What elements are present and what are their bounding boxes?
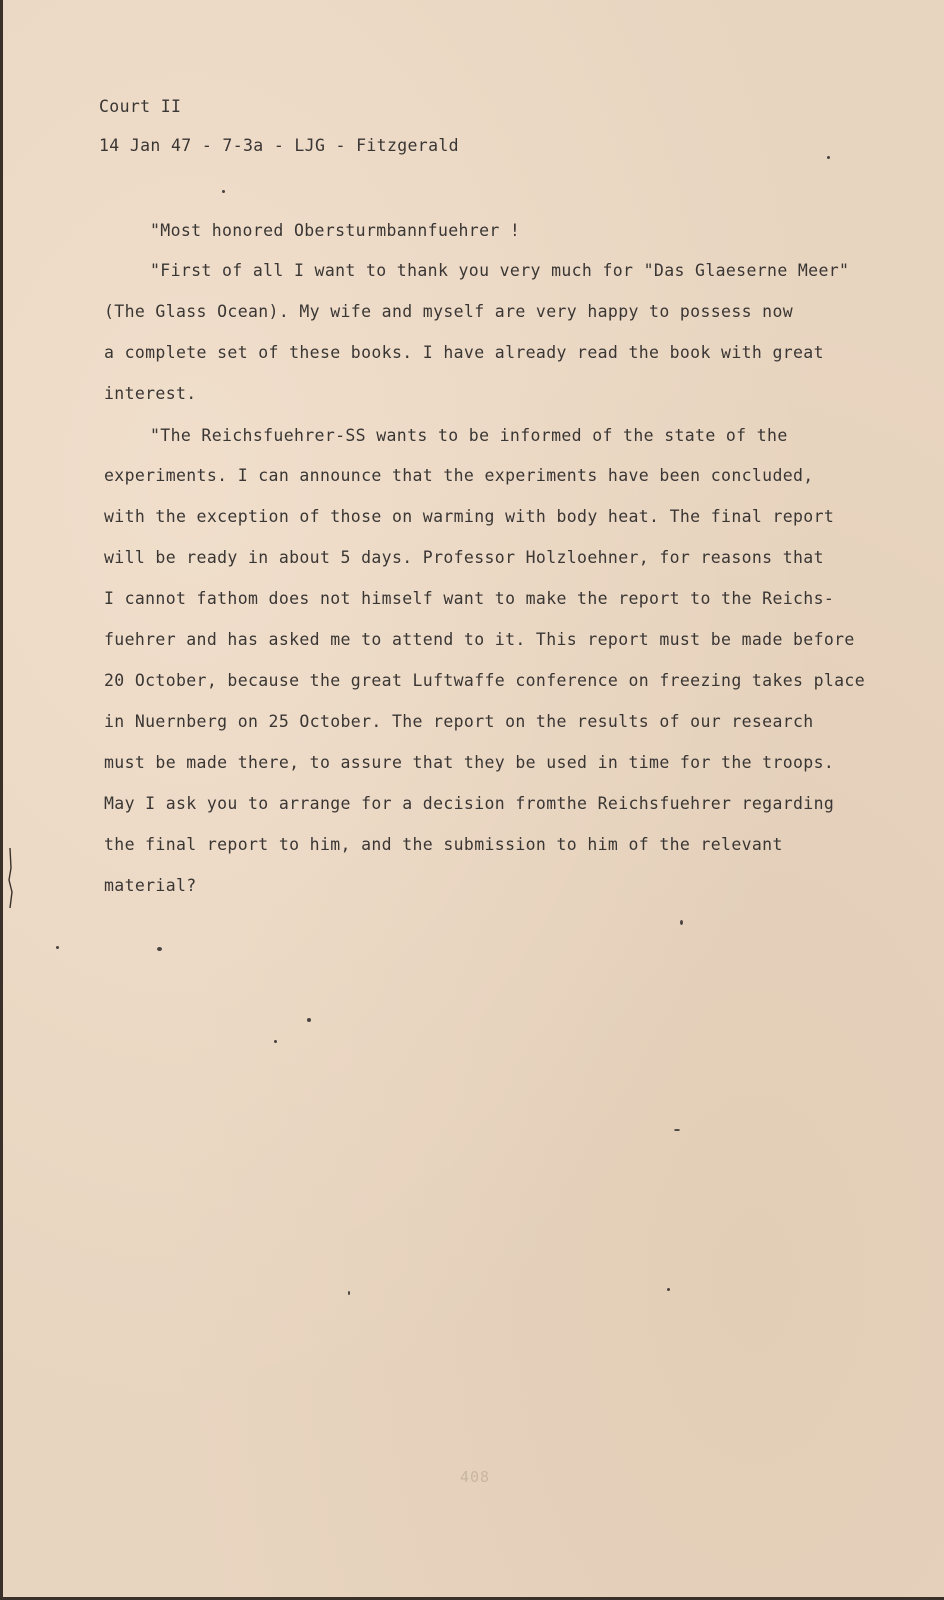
paper-speck bbox=[274, 1040, 277, 1043]
paper-speck bbox=[827, 156, 830, 159]
paper-speck bbox=[674, 1129, 680, 1131]
letter-line: will be ready in about 5 days. Professor Holzloehner, for reasons that bbox=[104, 548, 824, 567]
letter-line: the final report to him, and the submission to him of the relevant bbox=[104, 835, 783, 854]
letter-line: must be made there, to assure that they be used in time for the troops. bbox=[104, 753, 835, 772]
paper-speck bbox=[667, 1288, 670, 1291]
letter-line: in Nuernberg on 25 October. The report on the results of our research bbox=[104, 712, 814, 731]
paper-speck bbox=[348, 1291, 350, 1295]
page-left-edge bbox=[0, 0, 3, 1600]
letter-line: with the exception of those on warming with body heat. The final report bbox=[104, 507, 835, 526]
letter-line: "First of all I want to thank you very much for "Das Glaeserne Meer" bbox=[150, 261, 850, 280]
paper-speck bbox=[222, 190, 225, 193]
letter-line: material? bbox=[104, 876, 197, 895]
salutation-line: "Most honored Obersturmbannfuehrer ! bbox=[150, 221, 521, 240]
letter-line: fuehrer and has asked me to attend to it. This report must be made before bbox=[104, 630, 855, 649]
letter-line: 20 October, because the great Luftwaffe conference on freezing takes place bbox=[104, 671, 866, 690]
letter-line: a complete set of these books. I have already read the book with great bbox=[104, 343, 824, 362]
paper-speck bbox=[157, 947, 162, 951]
letter-line: "The Reichsfuehrer-SS wants to be informed of the state of the bbox=[150, 426, 788, 445]
paper-speck bbox=[56, 946, 59, 949]
letter-line: I cannot fathom does not himself want to make the report to the Reichs- bbox=[104, 589, 835, 608]
letter-line: May I ask you to arrange for a decision fromthe Reichsfuehrer regarding bbox=[104, 794, 835, 813]
letter-line: experiments. I can announce that the experiments have been concluded, bbox=[104, 466, 814, 485]
paper-speck bbox=[680, 920, 683, 925]
page-number: 408 bbox=[460, 1468, 491, 1486]
paper-speck bbox=[307, 1018, 311, 1022]
binding-mark bbox=[6, 848, 16, 908]
session-line: 14 Jan 47 - 7-3a - LJG - Fitzgerald bbox=[99, 136, 459, 155]
court-heading: Court II bbox=[99, 97, 182, 116]
letter-line: (The Glass Ocean). My wife and myself are very happy to possess now bbox=[104, 302, 794, 321]
letter-line: interest. bbox=[104, 384, 197, 403]
